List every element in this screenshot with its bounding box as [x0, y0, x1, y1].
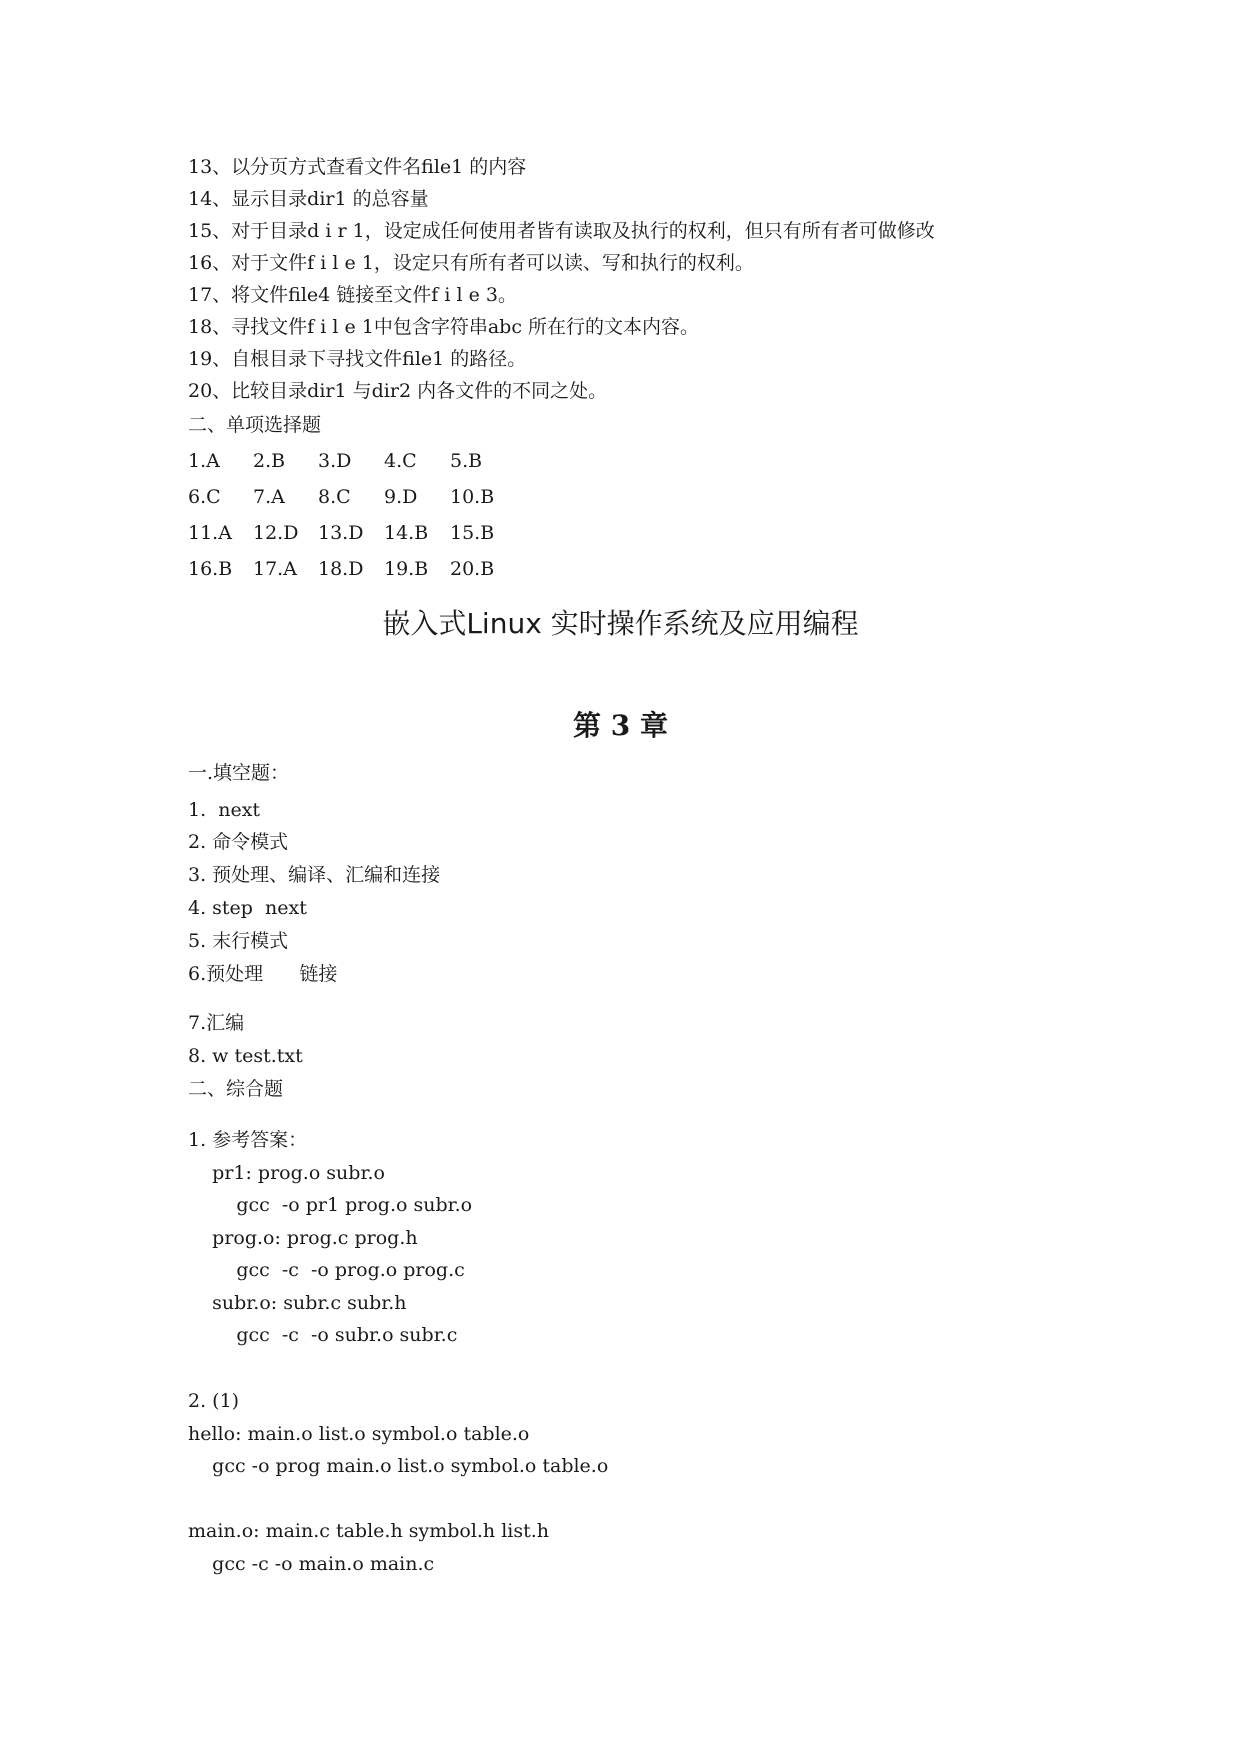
- answer-cell: 13.D: [318, 522, 364, 544]
- answer-cell: 18.D: [318, 558, 364, 580]
- code-line: gcc -o pr1 prog.o subr.o: [188, 1194, 473, 1216]
- answer-cell: 9.D: [384, 486, 418, 508]
- fill-heading: 一.填空题：: [188, 762, 290, 784]
- answer-cell: 17.A: [253, 558, 297, 580]
- code-line: 1. 参考答案：: [188, 1129, 308, 1151]
- list-item: 5. 末行模式: [188, 930, 289, 952]
- list-item: 13、以分页方式查看文件名file1 的内容: [188, 156, 527, 178]
- list-item: 18、寻找文件f i l e 1中包含字符串abc 所在行的文本内容。: [188, 316, 700, 338]
- code-line: main.o: main.c table.h symbol.h list.h: [188, 1520, 550, 1542]
- answer-cell: 8.C: [318, 486, 351, 508]
- code-line: gcc -c -o subr.o subr.c: [188, 1324, 458, 1346]
- answer-cell: 14.B: [384, 522, 429, 544]
- answer-cell: 19.B: [384, 558, 429, 580]
- list-item: 2. 命令模式: [188, 831, 289, 853]
- answer-cell: 4.C: [384, 450, 417, 472]
- book-title: 嵌入式Linux 实时操作系统及应用编程: [382, 607, 859, 640]
- code-line: hello: main.o list.o symbol.o table.o: [188, 1423, 530, 1445]
- answer-cell: 20.B: [450, 558, 495, 580]
- answer-cell: 16.B: [188, 558, 233, 580]
- code-line: gcc -c -o main.o main.c: [188, 1553, 435, 1575]
- list-item: 1. next: [188, 799, 261, 821]
- list-item: 17、将文件file4 链接至文件f i l e 3。: [188, 284, 517, 306]
- answer-cell: 7.A: [253, 486, 285, 508]
- answer-cell: 10.B: [450, 486, 495, 508]
- answer-cell: 6.C: [188, 486, 221, 508]
- code-line: gcc -o prog main.o list.o symbol.o table.o: [188, 1455, 609, 1477]
- answer-cell: 2.B: [253, 450, 286, 472]
- answer-cell: 5.B: [450, 450, 483, 472]
- list-item: 16、对于文件f i l e 1，设定只有所有者可以读、写和执行的权利。: [188, 252, 754, 274]
- chapter-title: 第 3 章: [573, 709, 668, 742]
- list-item: 3. 预处理、编译、汇编和连接: [188, 864, 441, 886]
- code-line: gcc -c -o prog.o prog.c: [188, 1259, 465, 1281]
- answer-cell: 1.A: [188, 450, 220, 472]
- code-line: subr.o: subr.c subr.h: [188, 1292, 407, 1314]
- list-item: 8. w test.txt: [188, 1045, 303, 1067]
- answer-cell: 3.D: [318, 450, 352, 472]
- answer-cell: 15.B: [450, 522, 495, 544]
- list-item: 20、比较目录dir1 与dir2 内各文件的不同之处。: [188, 380, 608, 402]
- section-heading-comprehensive: 二、综合题: [188, 1078, 284, 1100]
- list-item: 7.汇编: [188, 1012, 245, 1034]
- answer-cell: 11.A: [188, 522, 232, 544]
- section-heading-choice: 二、单项选择题: [188, 414, 322, 436]
- list-item: 14、显示目录dir1 的总容量: [188, 188, 429, 210]
- code-line: prog.o: prog.c prog.h: [188, 1227, 418, 1249]
- list-item: 6.预处理 链接: [188, 963, 338, 985]
- code-line: 2. (1): [188, 1390, 240, 1412]
- answer-cell: 12.D: [253, 522, 299, 544]
- list-item: 4. step next: [188, 897, 307, 919]
- code-line: pr1: prog.o subr.o: [188, 1162, 385, 1184]
- list-item: 19、自根目录下寻找文件file1 的路径。: [188, 348, 527, 370]
- list-item: 15、对于目录d i r 1，设定成任何使用者皆有读取及执行的权利，但只有所有者可做修改: [188, 220, 935, 242]
